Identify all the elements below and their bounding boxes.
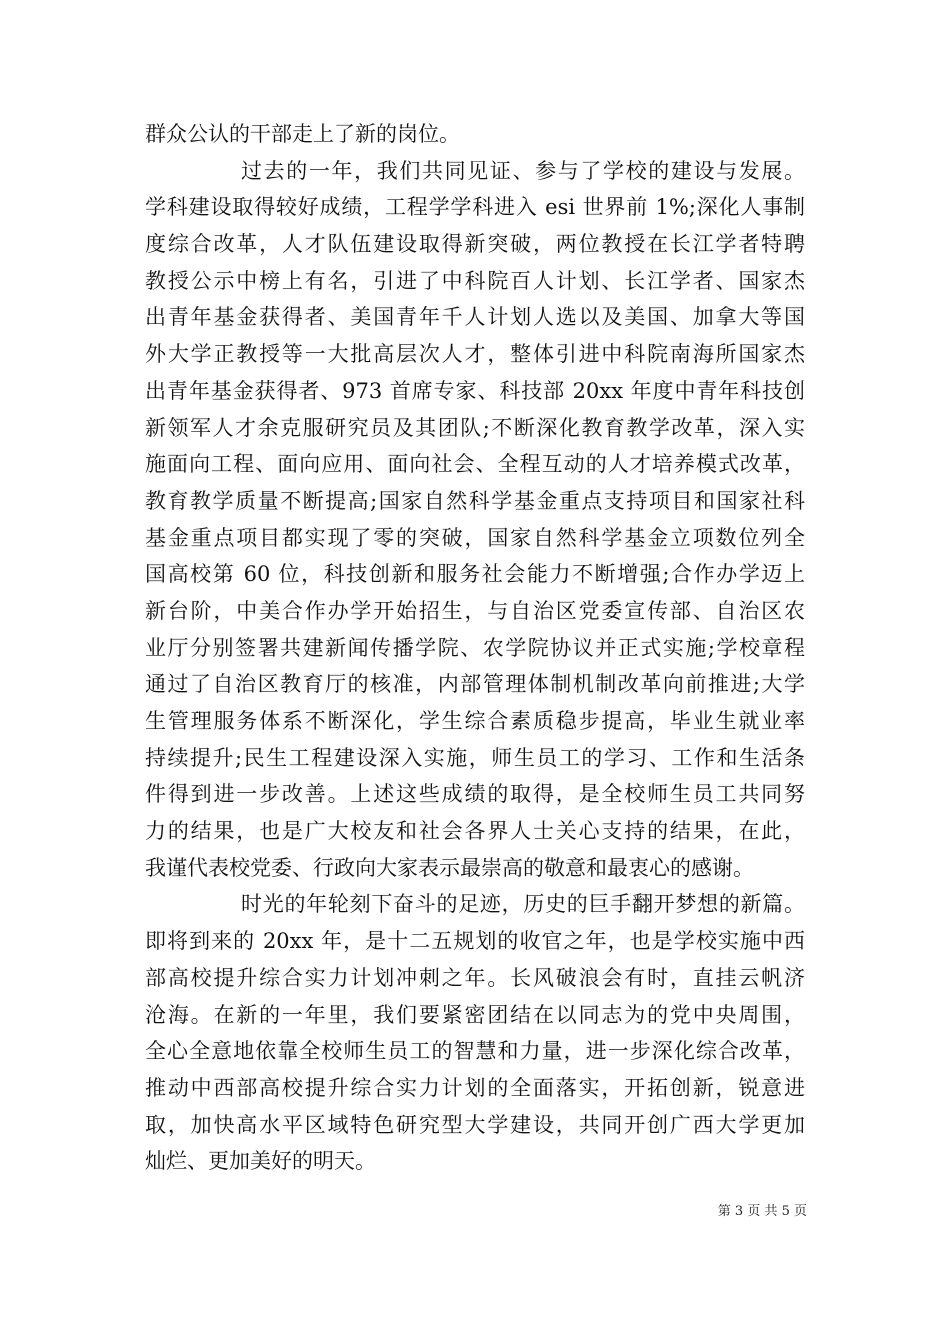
text-line: 业厅分别签署共建新闻传播学院、农学院协议并正式实施;学校章程 bbox=[145, 635, 805, 660]
text-line: 施面向工程、面向应用、面向社会、全程互动的人才培养模式改革， bbox=[145, 452, 805, 477]
text-line: 全心全意地依靠全校师生员工的智慧和力量，进一步深化综合改革， bbox=[145, 1039, 805, 1064]
text-line: 取，加快高水平区域特色研究型大学建设，共同开创广西大学更加 bbox=[145, 1112, 805, 1137]
text-line: 沧海。在新的一年里，我们要紧密团结在以同志为的党中央周围， bbox=[145, 1002, 805, 1027]
text-line: 即将到来的 20xx 年，是十二五规划的收官之年，也是学校实施中西 bbox=[145, 929, 805, 954]
text-line: 基金重点项目都实现了零的突破，国家自然科学基金立项数位列全 bbox=[145, 525, 805, 550]
text-line: 灿烂、更加美好的明天。 bbox=[145, 1149, 376, 1174]
text-line: 我谨代表校党委、行政向大家表示最崇高的敬意和最衷心的感谢。 bbox=[145, 855, 754, 880]
text-line: 出青年基金获得者、美国青年千人计划人选以及美国、加拿大等国 bbox=[145, 305, 805, 330]
text-line: 新领军人才余克服研究员及其团队;不断深化教育教学改革，深入实 bbox=[145, 415, 805, 440]
text-line: 外大学正教授等一大批高层次人才，整体引进中科院南海所国家杰 bbox=[145, 342, 805, 367]
text-line: 度综合改革，人才队伍建设取得新突破，两位教授在长江学者特聘 bbox=[145, 232, 805, 257]
text-line: 力的结果，也是广大校友和社会各界人士关心支持的结果，在此， bbox=[145, 819, 805, 844]
text-line: 部高校提升综合实力计划冲刺之年。长风破浪会有时，直挂云帆济 bbox=[145, 965, 805, 990]
text-line: 群众公认的干部走上了新的岗位。 bbox=[145, 122, 460, 146]
text-line: 件得到进一步改善。上述这些成绩的取得，是全校师生员工共同努 bbox=[145, 782, 805, 807]
document-body bbox=[145, 116, 805, 1180]
text-line: 新台阶，中美合作办学开始招生，与自治区党委宣传部、自治区农 bbox=[145, 598, 805, 623]
text-line: 持续提升;民生工程建设深入实施，师生员工的学习、工作和生活条 bbox=[145, 745, 805, 770]
text-line: 时光的年轮刻下奋斗的足迹，历史的巨手翻开梦想的新篇。 bbox=[241, 892, 805, 917]
text-line: 教育教学质量不断提高;国家自然科学基金重点支持项目和国家社科 bbox=[145, 488, 805, 513]
text-line: 教授公示中榜上有名，引进了中科院百人计划、长江学者、国家杰 bbox=[145, 268, 805, 293]
text-line: 过去的一年，我们共同见证、参与了学校的建设与发展。 bbox=[241, 158, 805, 183]
text-line: 推动中西部高校提升综合实力计划的全面落实，开拓创新，锐意进 bbox=[145, 1075, 805, 1100]
page-number: 第 3 页 共 5 页 bbox=[717, 1204, 807, 1219]
text-line: 通过了自治区教育厅的核准，内部管理体制机制改革向前推进;大学 bbox=[145, 672, 805, 697]
text-line: 生管理服务体系不断深化，学生综合素质稳步提高，毕业生就业率 bbox=[145, 709, 805, 733]
text-line: 国高校第 60 位，科技创新和服务社会能力不断增强;合作办学迈上 bbox=[145, 562, 805, 587]
text-line: 学科建设取得较好成绩，工程学学科进入 esi 世界前 1%;深化人事制 bbox=[145, 195, 805, 220]
text-line: 出青年基金获得者、973 首席专家、科技部 20xx 年度中青年科技创 bbox=[145, 378, 805, 403]
